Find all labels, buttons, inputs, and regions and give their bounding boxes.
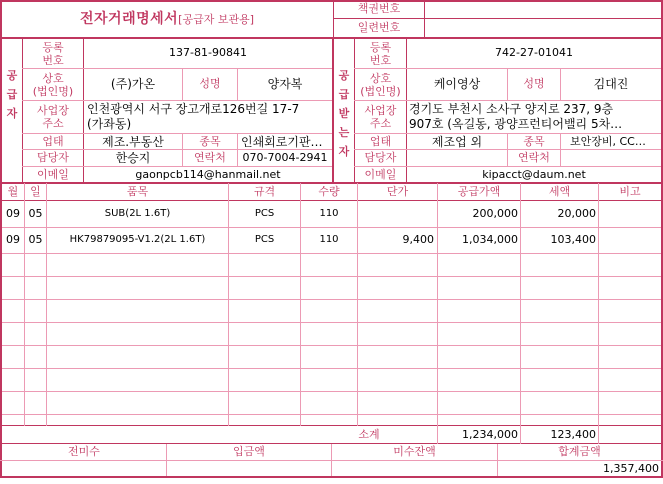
receiver-email-label: 이메일	[364, 168, 397, 181]
footer-deposit-label: 입금액	[233, 445, 265, 458]
col-header-spec: 규격	[253, 185, 276, 198]
footer-total: 1,357,400	[603, 462, 659, 475]
subtotal-supply-amount: 1,234,000	[462, 428, 518, 441]
supplier-rep: 양자복	[267, 77, 303, 91]
row-supply-amount: 200,000	[472, 207, 518, 220]
supplier-rep-label: 성명	[199, 77, 221, 90]
subtotal-tax: 123,400	[550, 428, 596, 441]
supplier-email-label: 이메일	[37, 168, 69, 181]
document-title: 전자거래명세서[공급자 보관용]	[80, 11, 255, 27]
supplier-phone: 070-7004-2941	[242, 151, 328, 164]
supplier-email: gaonpcb114@hanmail.net	[135, 168, 281, 181]
footer-prev-balance-label: 전미수	[68, 445, 100, 458]
row-item: SUB(2L 1.6T)	[104, 208, 171, 219]
supplier-company: (주)가온	[110, 77, 156, 91]
receiver-biz-type-label: 업태	[369, 135, 392, 148]
receiver-email: kipacct@daum.net	[482, 168, 586, 181]
row-supply-amount: 1,034,000	[462, 233, 518, 246]
footer-outstanding-label: 미수잔액	[393, 445, 436, 458]
row-spec: PCS	[254, 208, 275, 219]
receiver-reg-no-label: 등록 번호	[369, 41, 392, 67]
receiver-company: 케이영상	[433, 77, 481, 91]
col-header-qty: 수량	[318, 185, 340, 198]
supplier-side-label: 공 급 자	[6, 69, 18, 120]
col-header-day: 일	[30, 185, 41, 198]
receiver-biz-item-label: 종목	[523, 135, 545, 148]
book-no-label: 책권번호	[357, 2, 401, 15]
col-header-month: 월	[7, 185, 19, 198]
supplier-address-label: 사업장 주소	[37, 104, 69, 130]
receiver-rep: 김대진	[593, 77, 629, 91]
col-header-item: 품목	[126, 185, 149, 198]
receiver-side-label: 공 급 받 는 자	[338, 69, 350, 158]
receiver-phone-label: 연락처	[518, 151, 550, 164]
row-tax: 20,000	[557, 207, 596, 220]
receiver-contact-label: 담당자	[364, 151, 397, 164]
supplier-contact: 한승지	[115, 151, 151, 165]
row-month: 09	[6, 233, 20, 246]
receiver-address-label: 사업장 주소	[364, 104, 397, 130]
receiver-address-line1: 경기도 부천시 소사구 양지로 237, 9층	[409, 102, 614, 116]
serial-no-label: 일련번호	[357, 21, 401, 34]
supplier-biz-type: 제조.부동산	[102, 135, 164, 149]
frame-bottom	[0, 476, 663, 478]
row-month: 09	[6, 207, 20, 220]
row-day: 05	[28, 207, 43, 220]
receiver-address-line2: 907호 (옥길동, 광양프런티어밸리 5차…	[409, 117, 623, 131]
row-day: 05	[28, 233, 43, 246]
supplier-reg-no: 137-81-90841	[169, 46, 247, 59]
receiver-company-label: 상호 (법인명)	[360, 72, 401, 98]
supplier-contact-label: 담당자	[37, 151, 69, 164]
row-qty: 110	[319, 234, 339, 245]
footer-total-label: 합계금액	[558, 445, 601, 458]
supplier-reg-no-label: 등록 번호	[42, 41, 64, 67]
supplier-phone-label: 연락처	[194, 151, 226, 164]
row-spec: PCS	[254, 234, 275, 245]
frame-top	[0, 0, 663, 2]
col-header-unit-price: 단가	[386, 185, 409, 198]
col-header-supply-amount: 공급가액	[457, 185, 501, 198]
receiver-biz-type: 제조업 외	[431, 135, 483, 149]
supplier-company-label: 상호 (법인명)	[32, 72, 74, 98]
supplier-biz-type-label: 업태	[42, 135, 64, 148]
row-item: HK79879095-V1.2(2L 1.6T)	[69, 234, 206, 245]
col-header-tax: 세액	[548, 185, 571, 198]
row-qty: 110	[319, 208, 339, 219]
supplier-biz-item-label: 종목	[199, 135, 221, 148]
supplier-address-line2: (가좌동)	[87, 117, 132, 131]
row-unit-price: 9,400	[402, 233, 434, 246]
receiver-reg-no: 742-27-01041	[495, 46, 573, 59]
receiver-rep-label: 성명	[523, 77, 545, 90]
supplier-biz-item: 인쇄회로기판…	[241, 135, 323, 149]
receiver-biz-item: 보안장비, CC…	[570, 135, 646, 148]
col-header-note: 비고	[619, 185, 641, 198]
subtotal-label: 소계	[358, 428, 380, 441]
supplier-address-line1: 인천광역시 서구 장고개로126번길 17-7	[87, 102, 300, 116]
row-tax: 103,400	[550, 233, 596, 246]
